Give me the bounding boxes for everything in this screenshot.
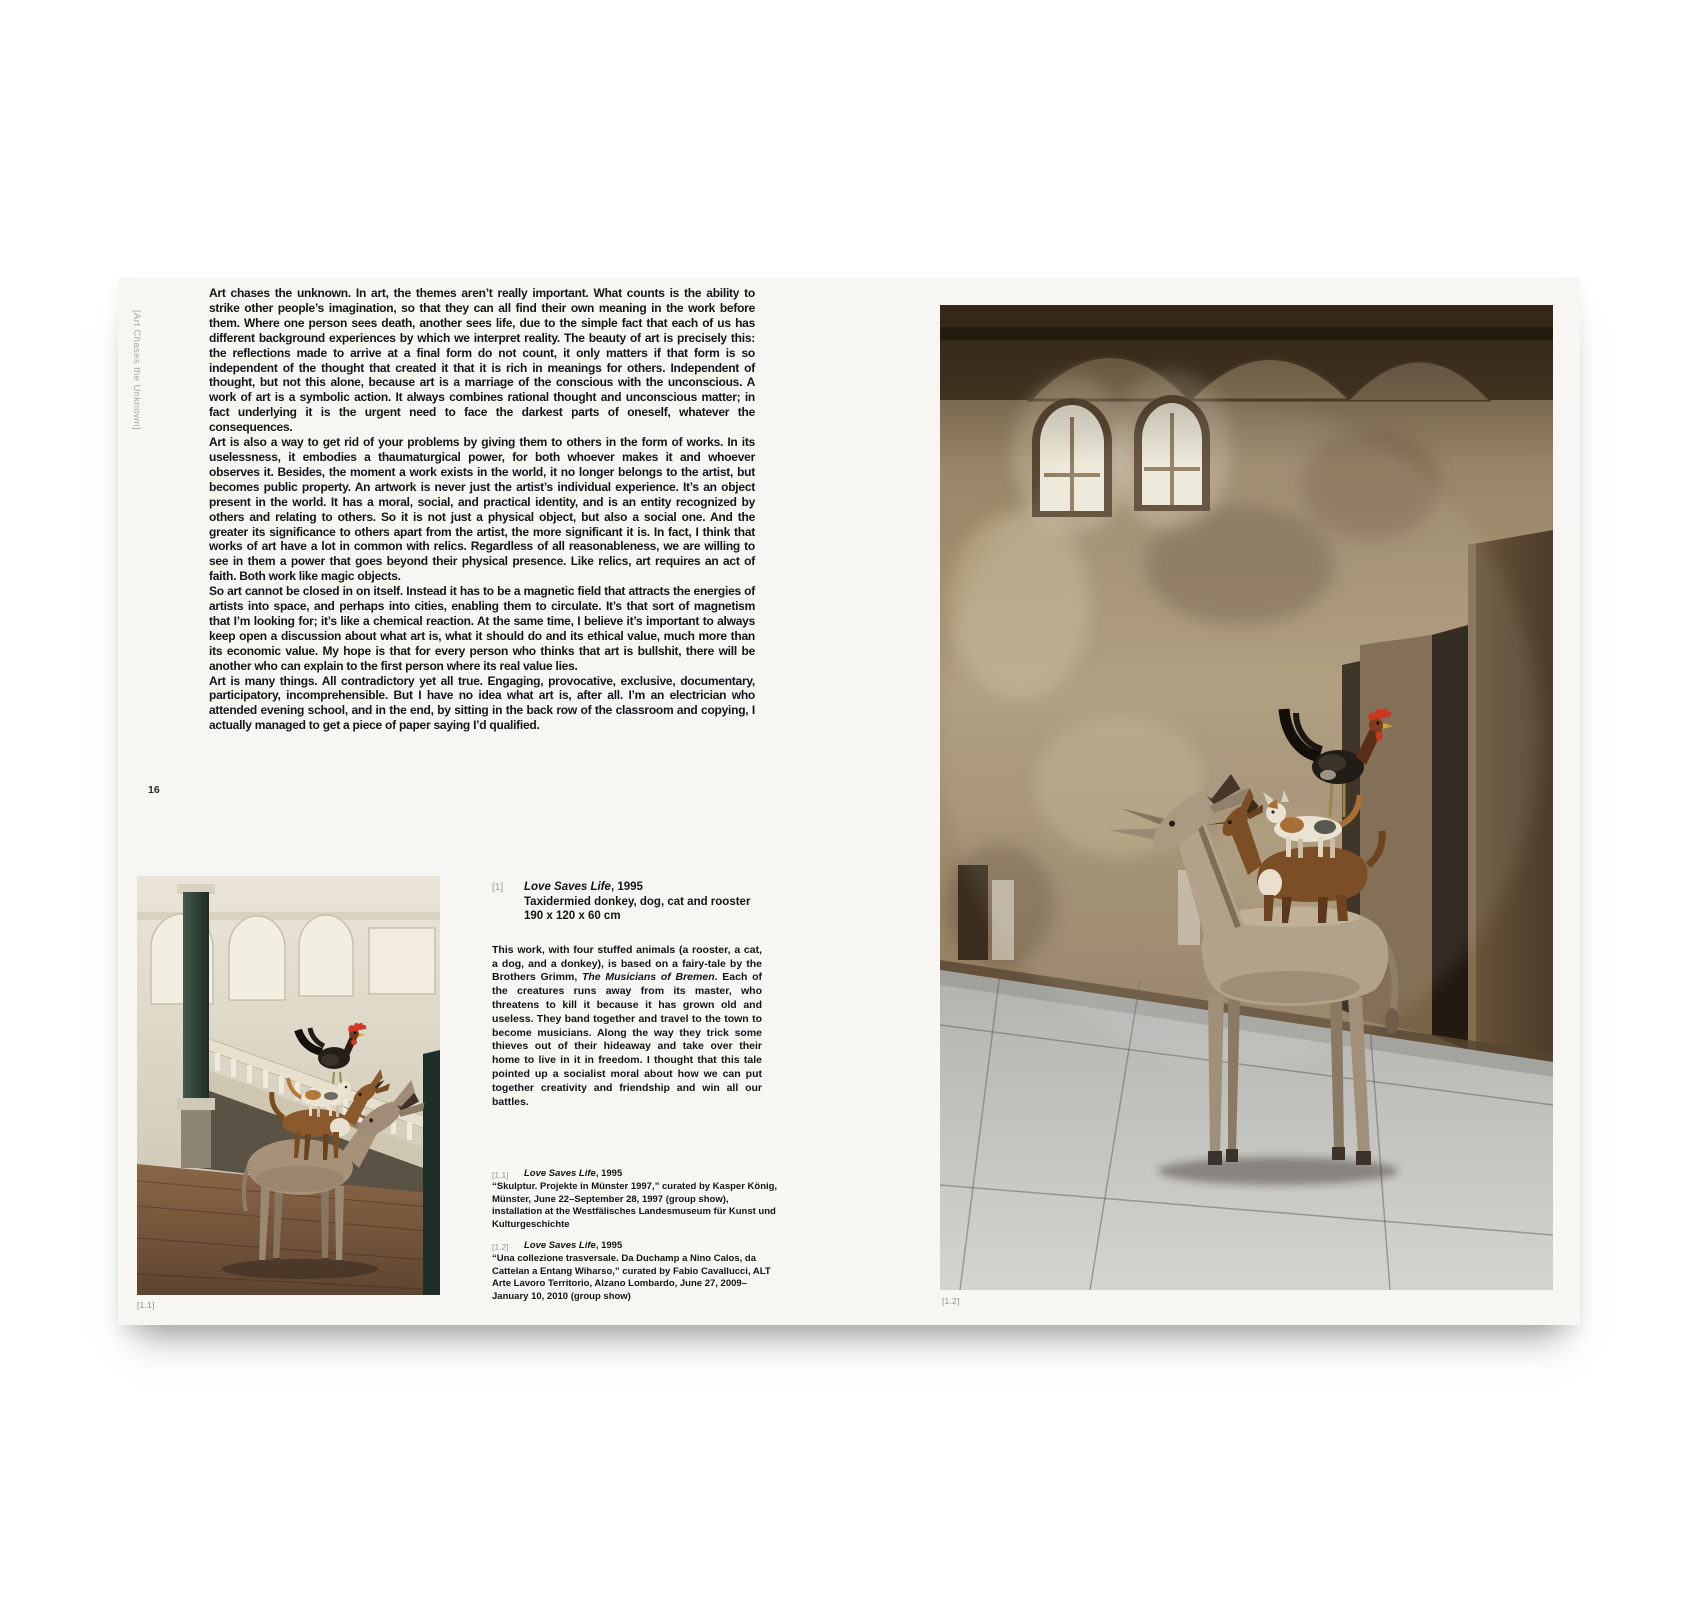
description-text: This work, with four stuffed animals (a rooster, a cat, a dog, and a donkey), is based on a fairy-tale by the Brothers Grimm, xyxy=(492,943,762,984)
credit-ref: [1.1] xyxy=(492,1170,509,1180)
caption-ref: [1] xyxy=(492,882,504,893)
figure-label-left: [1.1] xyxy=(137,1300,155,1310)
credit-entry-1 xyxy=(492,1168,778,1231)
running-head-vertical: [Art Chases the Unknown] xyxy=(131,310,142,430)
credit-text: “Una collezione trasversale. Da Duchamp a Nino Calos, da Cattelan a Entang Wiharso,” curated by Fabio Cavallucci, ALT Arte Lavoro Territorio, Alzano Lombardo, June 27, 2009–January 10, 2010 (group show) xyxy=(492,1253,771,1302)
credit-year: , 1995 xyxy=(595,1168,623,1179)
description-text: . Each of the creatures runs away from its master, who threatens to kill it because it has grown old and useless. They band together and travel to the town to become musicians. Along the way they trick some thieves out of their hideaway and take over their home to live in it in freedom. I thought that this tale pointed up a socialist moral about how we can put together creativity and friendship and win all our battles. xyxy=(492,971,763,1108)
artwork-medium: Taxidermied donkey, dog, cat and rooster xyxy=(524,895,751,908)
essay-paragraph: Art is many things. All contradictory yet all true. Engaging, provocative, exclusive, documentary, participatory, incomprehensible. But I have no idea what art is, after all. I’m an electrician who attended evening school, and in the end, by sitting in the back row of the classroom and copying, I actually managed to get a piece of paper saying I’d qualified. xyxy=(209,673,755,733)
essay-paragraph: Art chases the unknown. In art, the themes aren’t really important. What counts is the ability to strike other people’s imagination, so that they can all find their own meaning in the work before them. Where one person sees death, another sees life, due to the simple fact that each of us has different background experiences by which we interpret reality. The beauty of art is precisely this: the reflections made to arrive at a final form do not count, it only matters if that form is so independent of the thought that created it that it is rich in meanings for others. Independent of thought, but not this alone, because art is a marriage of the conscious with the unconscious. A work of art is a symbolic action. It always combines rational thought and unconscious matter; in fact underlying it is the urgent need to face the darkest parts of oneself, whatever the consequences. xyxy=(209,286,755,435)
essay-paragraph: Art is also a way to get rid of your problems by giving them to others in the form of works. In its uselessness, it embodies a thaumaturgical power, for both whoever makes it and whoever observes it. Besides, the moment a work exists in the world, it no longer belongs to the artist, but becomes public property. An artwork is never just the artist’s individual experience. It’s an object present in the world. It has a moral, social, and practical identity, and is an entity recognized by others and relating to others. So it is not just a physical object, but also a social one. And the greater its significance to others apart from the artist, the more significant it is. In fact, I think that works of art have a lot in common with relics. Regardless of all reasonableness, we are willing to see in them a power that goes beyond their physical presence. Like relics, art requires an act of faith. Both work like magic objects. xyxy=(209,435,755,584)
essay-paragraph: So art cannot be closed in on itself. Instead it has to be a magnetic field that attracts the energies of artists into space, and perhaps into cities, enabling them to circulate. It’s that sort of magnetism that I’m looking for; it’s like a chemical reaction. At the same time, I believe it’s important to always keep open a discussion about what art is, what it should do and its ethical value, much more than its economic value. My hope is that for every person who thinks that art is bullshit, there will be another who can explain to the first person where its real value lies. xyxy=(209,584,755,673)
artwork-year: , 1995 xyxy=(610,881,643,893)
credit-title-line xyxy=(524,1168,622,1181)
credit-title-line xyxy=(524,1240,622,1253)
book-spread xyxy=(118,278,1580,1325)
page-number: 16 xyxy=(148,784,160,796)
artwork-description xyxy=(492,944,762,1110)
credit-text: “Skulptur. Projekte in Münster 1997,” curated by Kasper König, Münster, June 22–September 28, 1997 (group show), installation at the Westfälisches Landesmuseum für Kunst und Kulturgeschichte xyxy=(492,1181,778,1230)
credit-ref: [1.2] xyxy=(492,1242,509,1252)
credit-title: Love Saves Life xyxy=(524,1168,596,1179)
credit-year: , 1995 xyxy=(595,1240,623,1251)
figure-photo-alzano xyxy=(940,305,1553,1290)
dark-vitrine xyxy=(423,1050,440,1295)
credit-title: Love Saves Life xyxy=(524,1240,596,1251)
artwork-title: Love Saves Life xyxy=(524,881,611,893)
referenced-work-title: The Musicians of Bremen xyxy=(581,971,715,984)
caption-block xyxy=(492,880,762,1109)
figure-label-right: [1.2] xyxy=(942,1296,960,1306)
muenster-installation-illustration xyxy=(137,876,440,1295)
essay-text-block xyxy=(209,286,755,733)
credit-entry-2 xyxy=(492,1240,778,1303)
artwork-title-line xyxy=(524,880,762,895)
figure-photo-muenster xyxy=(137,876,440,1295)
artwork-dimensions: 190 x 120 x 60 cm xyxy=(524,910,621,923)
alzano-installation-illustration xyxy=(940,305,1553,1290)
